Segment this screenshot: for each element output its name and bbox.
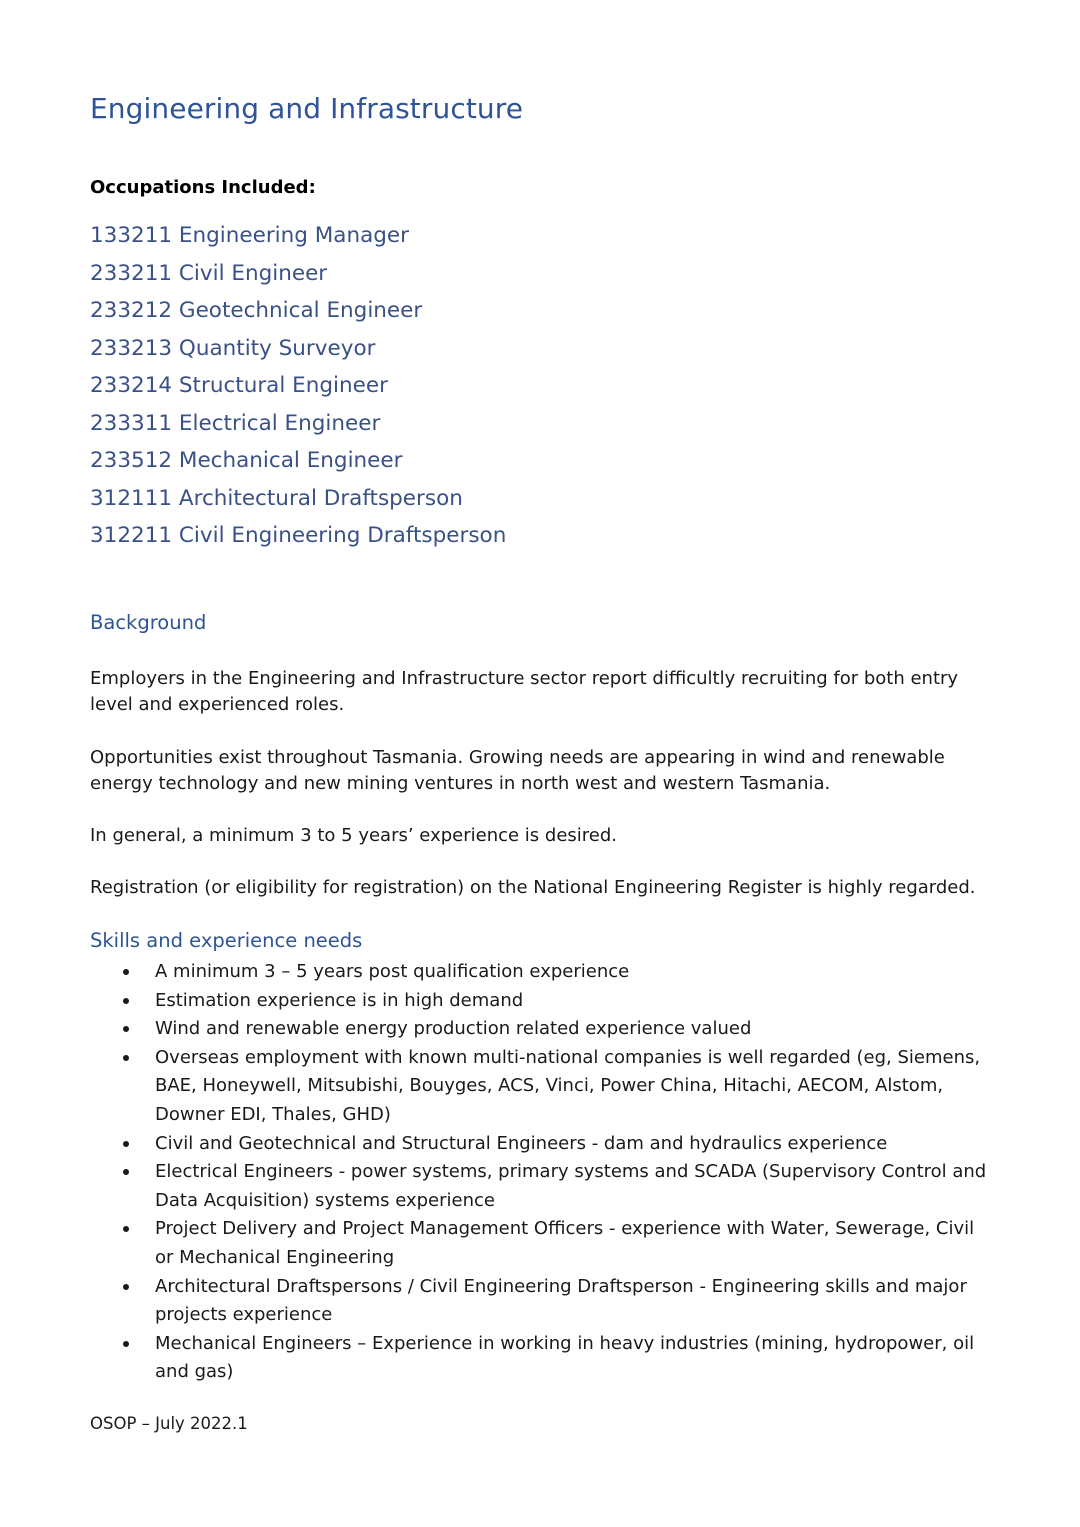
skill-item bbox=[90, 1130, 990, 1159]
occupation-item: 133211 Engineering Manager bbox=[90, 223, 409, 248]
skill-text: A minimum 3 – 5 years post qualification experience bbox=[155, 961, 630, 982]
background-paragraph: In general, a minimum 3 to 5 years’ experience is desired. bbox=[90, 825, 618, 846]
occupation-item: 312111 Architectural Draftsperson bbox=[90, 485, 463, 511]
occupation-item: 233311 Electrical Engineer bbox=[90, 410, 381, 436]
occupation-item: 312211 Civil Engineering Draftsperson bbox=[90, 523, 507, 548]
skill-text: Mechanical Engineers – Experience in working in heavy industries (mining, hydropower, oil and gas) bbox=[155, 1332, 975, 1383]
bullet-icon bbox=[123, 1284, 129, 1290]
background-paragraph: Employers in the Engineering and Infrastructure sector report difficultly recruiting for both entry level and experienced roles. bbox=[90, 668, 959, 715]
skill-item bbox=[90, 1330, 990, 1387]
bullet-icon bbox=[123, 1141, 129, 1147]
skill-item bbox=[90, 987, 990, 1016]
occupation-item: 233211 Civil Engineer bbox=[90, 260, 328, 286]
bullet-icon bbox=[123, 1169, 129, 1175]
background-paragraph: Registration (or eligibility for registration) on the National Engineering Register is highly regarded. bbox=[90, 877, 976, 898]
bullet-icon bbox=[123, 1226, 129, 1232]
page-footer: OSOP – July 2022.1 bbox=[90, 1414, 248, 1433]
skill-item bbox=[90, 1015, 990, 1044]
skill-item bbox=[90, 1158, 990, 1215]
skills-heading: Skills and experience needs bbox=[90, 929, 363, 952]
background-heading: Background bbox=[90, 611, 207, 634]
occupation-item: 233512 Mechanical Engineer bbox=[90, 448, 403, 473]
occupation-item: 233213 Quantity Surveyor bbox=[90, 335, 376, 361]
skill-text: Wind and renewable energy production related experience valued bbox=[155, 1018, 752, 1040]
skill-text: Overseas employment with known multi-national companies is well regarded (eg, Siemens, BAE, Honeywell, Mitsubishi, Bouyges, ACS, Vinci, Power China, Hitachi, AECOM, Alstom, Downer EDI, Thales, GHD) bbox=[155, 1046, 981, 1125]
skill-item bbox=[90, 1273, 990, 1330]
skill-item bbox=[90, 1044, 990, 1130]
skill-text: Architectural Draftspersons / Civil Engineering Draftsperson - Engineering skills and major projects experience bbox=[155, 1275, 967, 1326]
bullet-icon bbox=[123, 998, 129, 1004]
bullet-icon bbox=[123, 1341, 129, 1347]
bullet-icon bbox=[123, 969, 129, 975]
occupation-item: 233212 Geotechnical Engineer bbox=[90, 298, 423, 323]
skill-text: Civil and Geotechnical and Structural Engineers - dam and hydraulics experience bbox=[155, 1132, 888, 1154]
skill-text: Estimation experience is in high demand bbox=[155, 989, 524, 1011]
occupation-item: 233214 Structural Engineer bbox=[90, 373, 388, 398]
skill-item bbox=[90, 1215, 990, 1272]
occupations-heading: Occupations Included: bbox=[90, 177, 316, 198]
bullet-icon bbox=[123, 1026, 129, 1032]
skill-item bbox=[90, 958, 990, 987]
skill-text: Project Delivery and Project Management Officers - experience with Water, Sewerage, Civil or Mechanical Engineering bbox=[155, 1218, 975, 1268]
skills-list bbox=[90, 958, 990, 1387]
background-paragraph: Opportunities exist throughout Tasmania. Growing needs are appearing in wind and renewable energy technology and new mining ventures in north west and western Tasmania. bbox=[90, 747, 945, 794]
occupations-list bbox=[90, 220, 506, 558]
skill-text: Electrical Engineers - power systems, primary systems and SCADA (Supervisory Control and Data Acquisition) systems experience bbox=[155, 1161, 987, 1211]
page-title: Engineering and Infrastructure bbox=[90, 92, 524, 125]
bullet-icon bbox=[123, 1055, 129, 1061]
